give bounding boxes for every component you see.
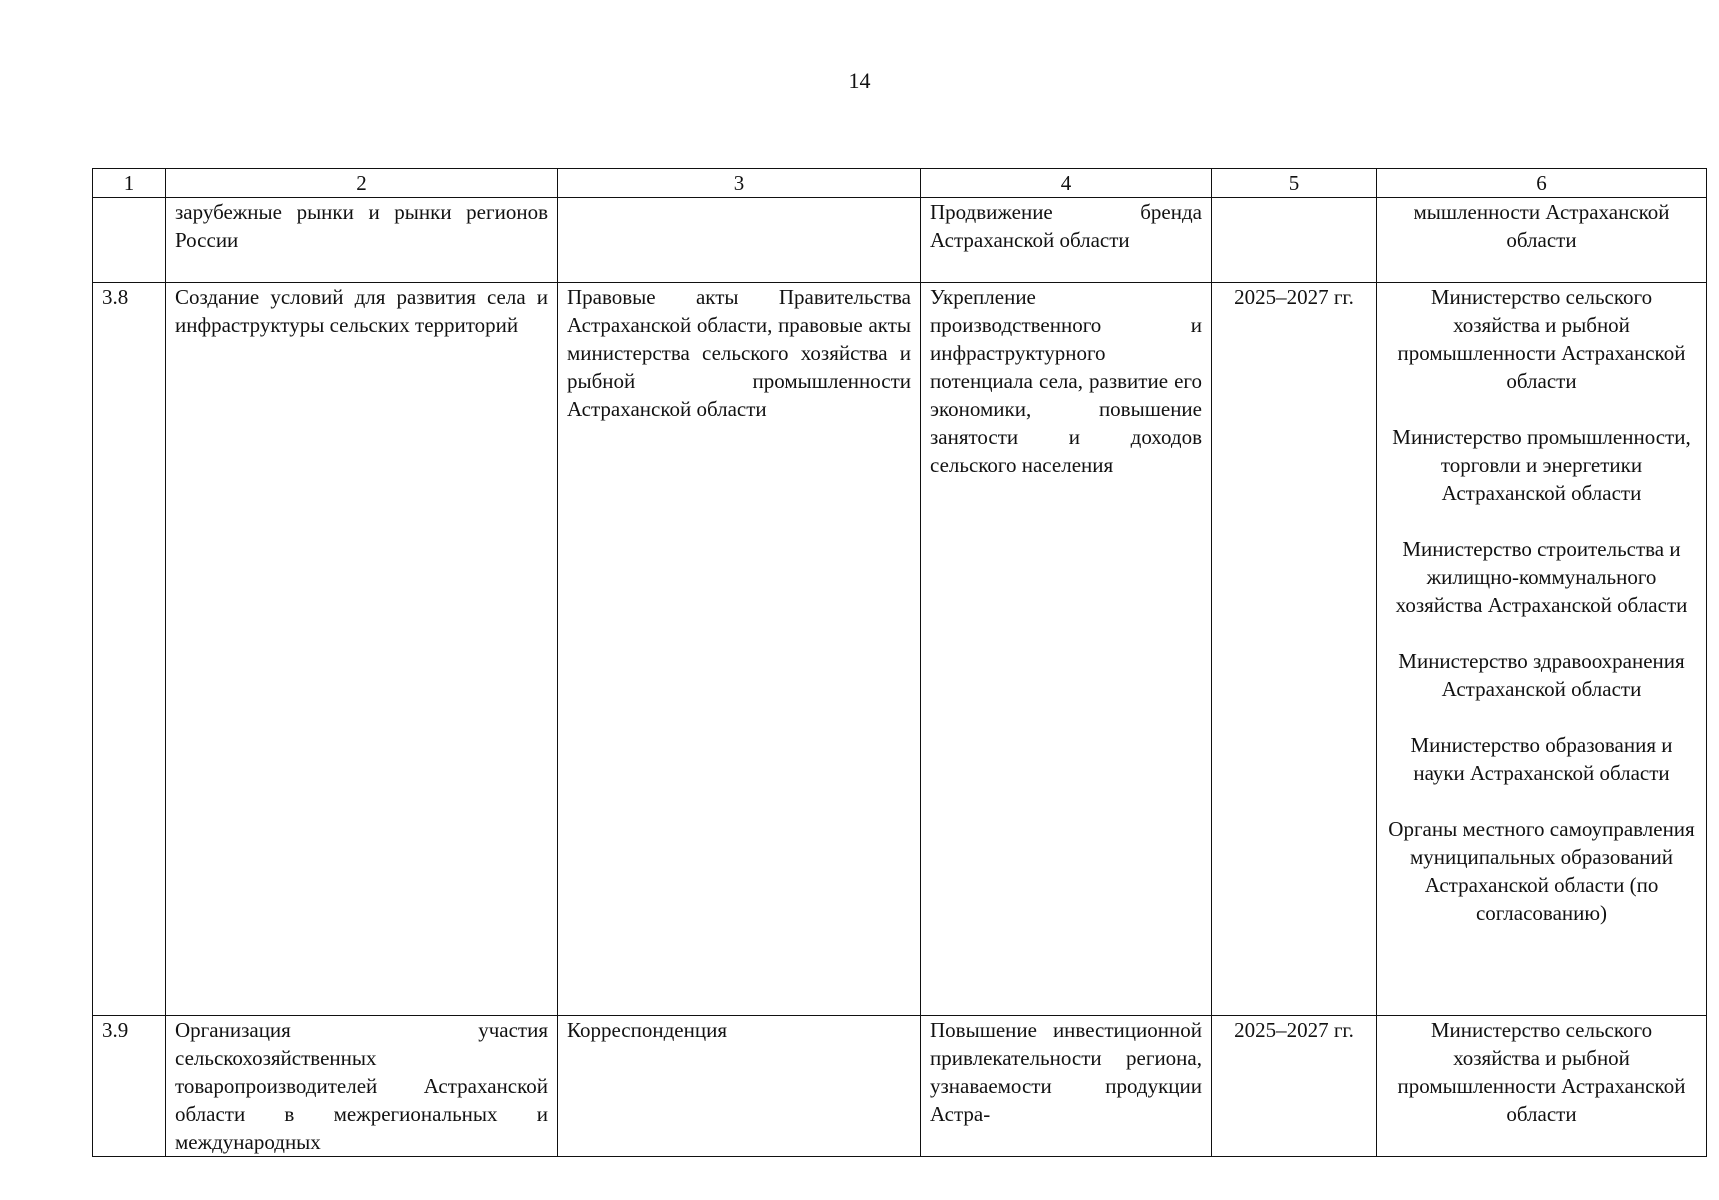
row-number-cell: 3.8 (93, 283, 166, 1016)
responsible-entry: Органы местного самоуправления муниципальных образований Астраханской области (по согласованию) (1388, 817, 1695, 925)
result-cell: Продвижение бренда Астраханской области (921, 198, 1212, 283)
responsible-entry: мышленности Астраханской области (1413, 200, 1670, 252)
row-number-cell (93, 198, 166, 283)
column-header: 4 (921, 169, 1212, 198)
column-header: 6 (1377, 169, 1707, 198)
table-row (93, 1016, 1707, 1157)
period-cell: 2025–2027 гг. (1212, 1016, 1377, 1157)
activity-table (92, 168, 1707, 1157)
table-row (93, 198, 1707, 283)
responsible-cell (1377, 283, 1707, 1016)
measure-cell: зарубежные рынки и рынки регионов России (166, 198, 558, 283)
column-header: 3 (558, 169, 921, 198)
row-number-cell: 3.9 (93, 1016, 166, 1157)
page-number: 14 (848, 68, 871, 93)
responsible-entry: Министерство строительства и жилищно-коммунального хозяйства Астраханской области (1395, 537, 1688, 617)
responsible-cell (1377, 198, 1707, 283)
form-cell: Корреспонденция (558, 1016, 921, 1157)
table-row (93, 283, 1707, 1016)
result-cell: Укрепление производственного и инфраструктурного потенциала села, развитие его экономики, повышение занятости и доходов сельского населения (921, 283, 1212, 1016)
responsible-entry: Министерство сельского хозяйства и рыбной промышленности Астраханской области (1397, 1018, 1686, 1126)
column-header: 5 (1212, 169, 1377, 198)
result-cell: Повышение инвестиционной привлекательности региона, узнаваемости продукции Астра- (921, 1016, 1212, 1157)
responsible-entry: Министерство здравоохранения Астраханской области (1398, 649, 1685, 701)
column-number-row (93, 169, 1707, 198)
responsible-entry: Министерство сельского хозяйства и рыбной промышленности Астраханской области (1397, 285, 1686, 393)
measure-cell: Создание условий для развития села и инфраструктуры сельских территорий (166, 283, 558, 1016)
column-header: 2 (166, 169, 558, 198)
form-cell (558, 198, 921, 283)
responsible-cell (1377, 1016, 1707, 1157)
column-header: 1 (93, 169, 166, 198)
measure-cell: Организация участия сельскохозяйственных товаропроизводителей Астраханской области в межрегиональных и международных (166, 1016, 558, 1157)
period-cell (1212, 198, 1377, 283)
form-cell: Правовые акты Правительства Астраханской области, правовые акты министерства сельского хозяйства и рыбной промышленности Астраханской области (558, 283, 921, 1016)
responsible-entry: Министерство промышленности, торговли и энергетики Астраханской области (1392, 425, 1691, 505)
period-cell: 2025–2027 гг. (1212, 283, 1377, 1016)
responsible-entry: Министерство образования и науки Астраханской области (1410, 733, 1673, 785)
